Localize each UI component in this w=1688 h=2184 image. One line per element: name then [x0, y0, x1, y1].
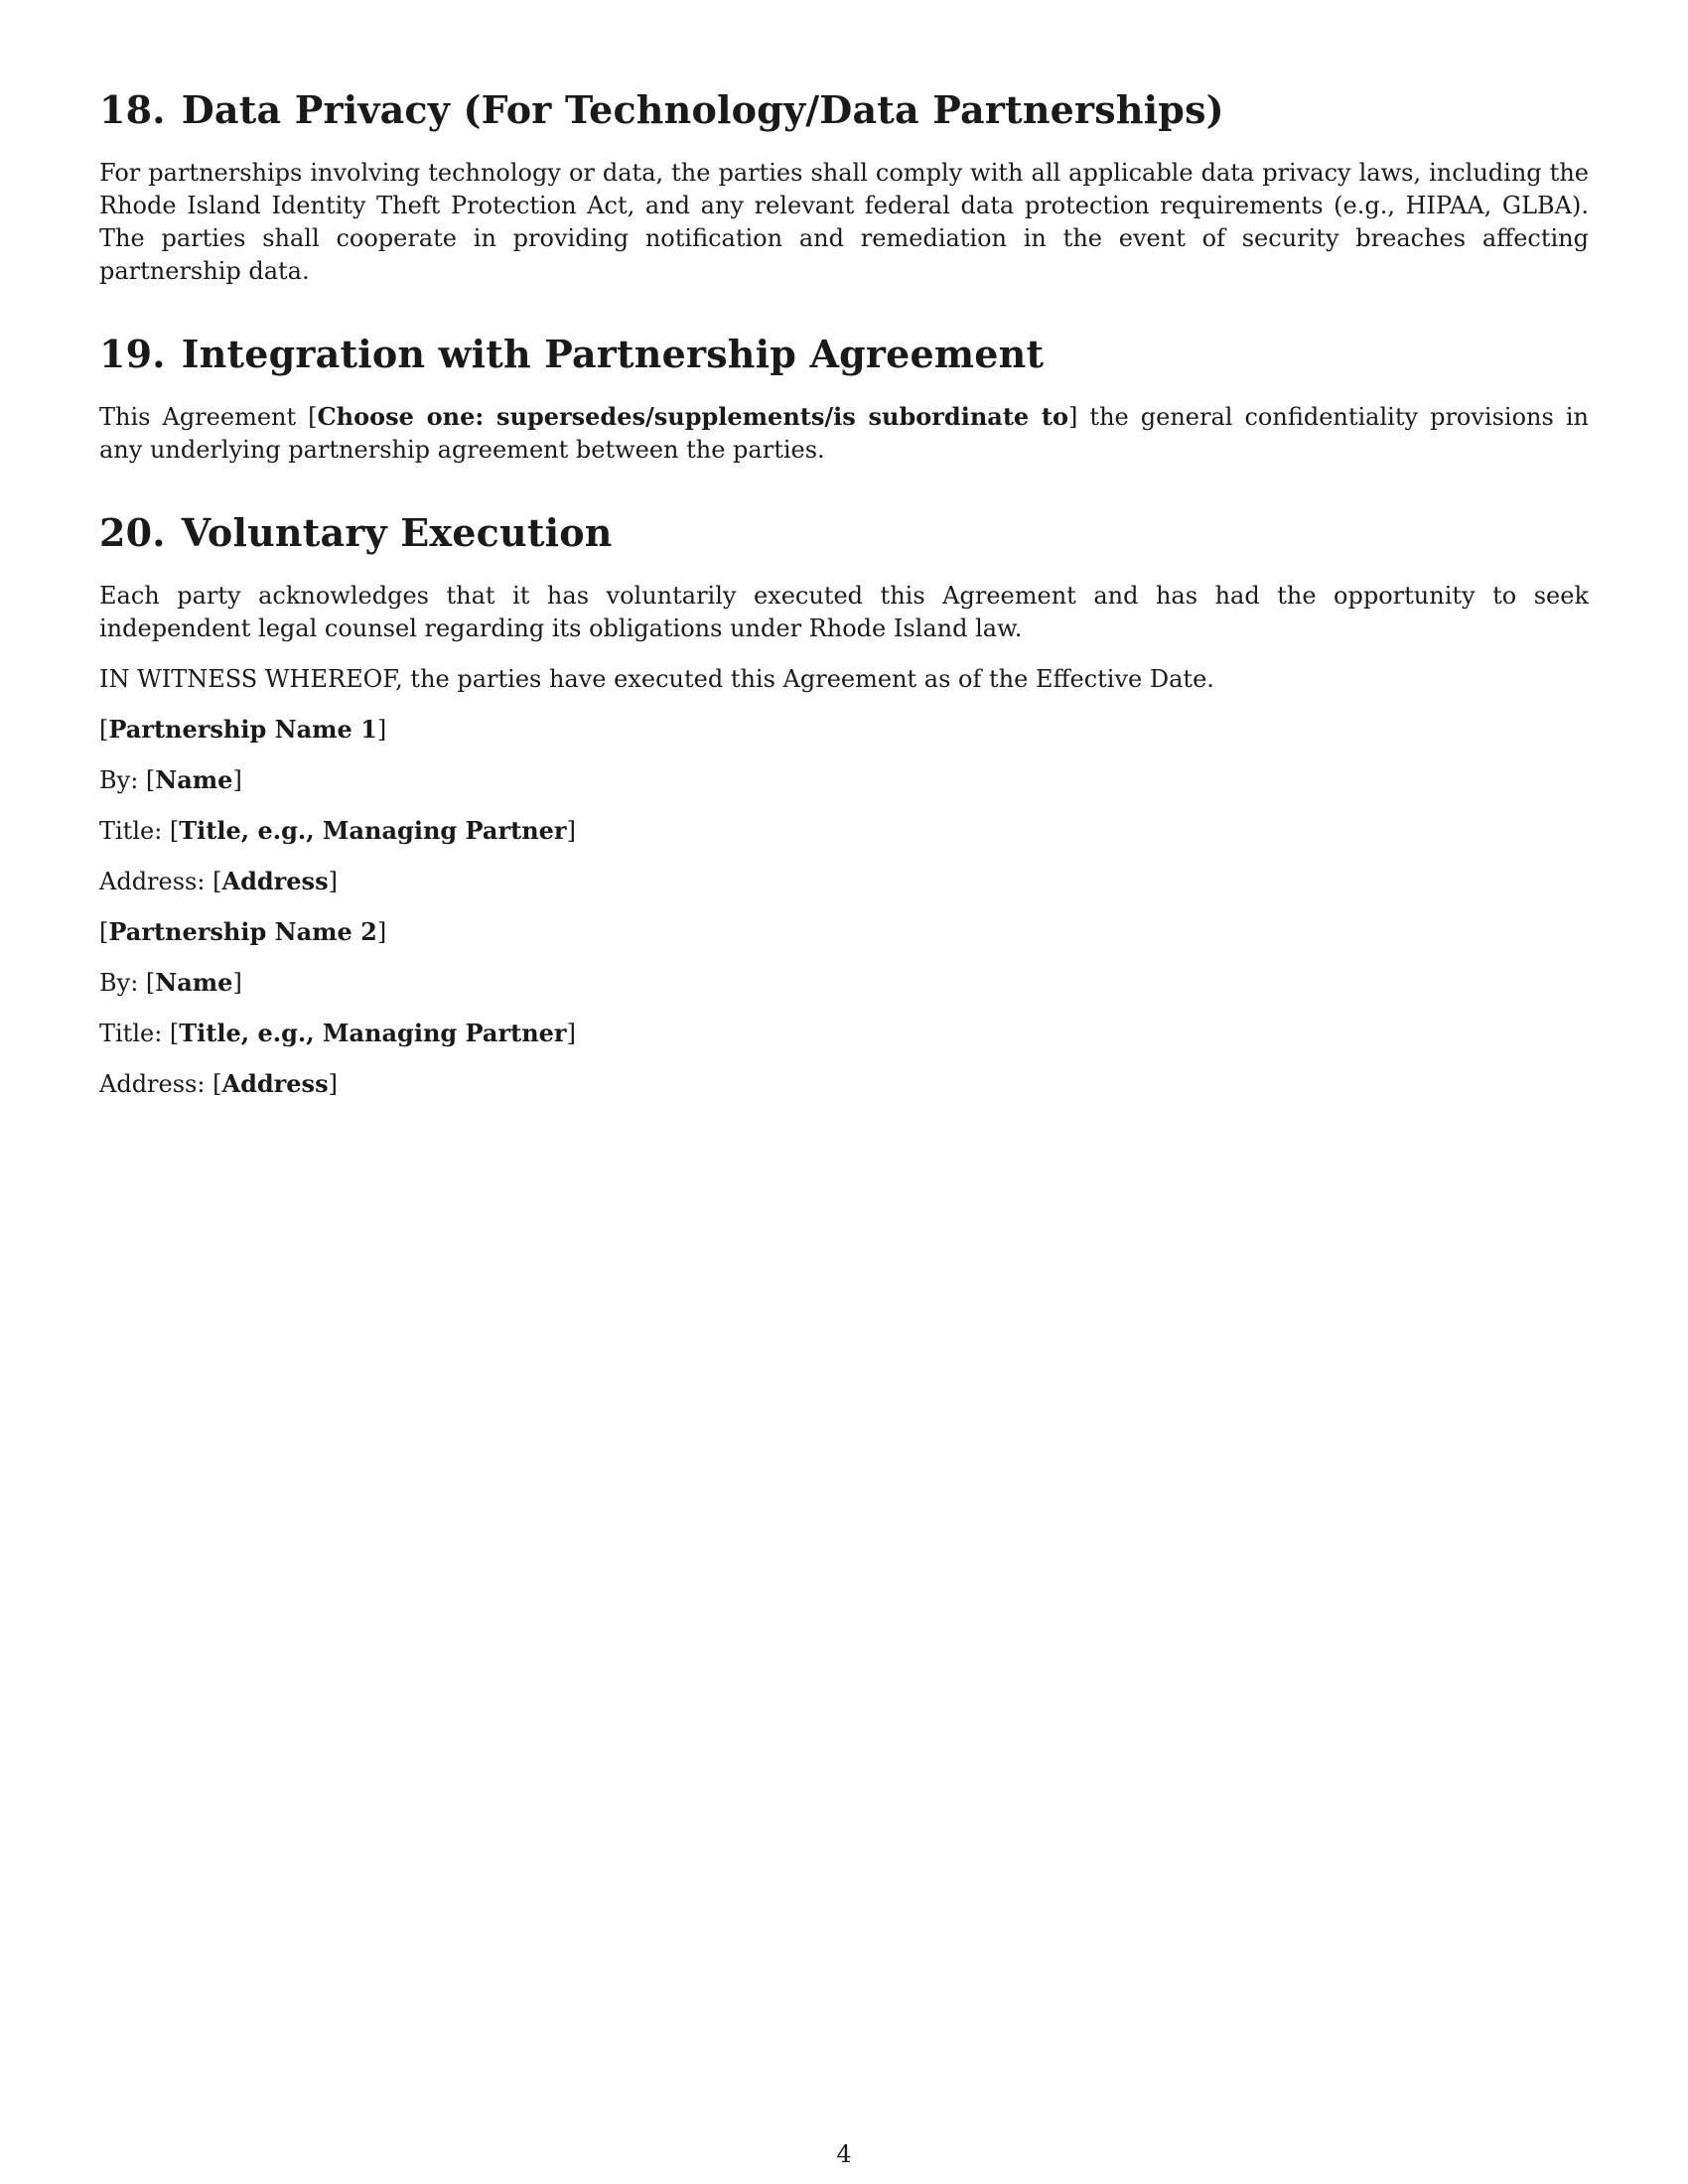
section-heading [99, 332, 1589, 377]
address-line: Address: [Address] [99, 1068, 338, 1098]
section-number: 18. [99, 87, 166, 132]
witness-clause: IN WITNESS WHEREOF, the parties have executed this Agreement as of the Effective Date. [99, 664, 1214, 693]
section-20 [99, 510, 1589, 696]
signature-block-2 [99, 915, 1589, 1101]
party-name-placeholder: Partnership Name 1 [108, 714, 377, 744]
by-label: By: [99, 968, 139, 997]
signer-line: By: [Name] [99, 764, 242, 794]
address-label: Address: [99, 1069, 206, 1098]
section-title: Integration with Partnership Agreement [181, 331, 1045, 376]
title-label: Title: [99, 816, 163, 845]
section-paragraph: For partnerships involving technology or data, the parties shall comply with all applicable data privacy laws, including the Rhode Island Identity Theft Protection Act, and any relevant federal data protection requirements (e.g., HIPAA, GLBA). The parties shall cooperate in providing notification and remediation in the event of security breaches affecting partnership data. [99, 158, 1589, 285]
name-placeholder: Name [155, 967, 233, 997]
page-number: 4 [836, 2140, 852, 2168]
section-18 [99, 87, 1589, 288]
section-title: Data Privacy (For Technology/Data Partnerships) [181, 87, 1224, 132]
title-label: Title: [99, 1019, 163, 1047]
placeholder-choice: Choose one: supersedes/supplements/is subordinate to [317, 402, 1069, 432]
party-name: [Partnership Name 1] [99, 714, 387, 744]
party-name-placeholder: Partnership Name 2 [108, 916, 377, 946]
name-placeholder: Name [155, 764, 233, 794]
document-page [99, 87, 1589, 1118]
address-label: Address: [99, 867, 206, 895]
title-line: Title: [Title, e.g., Managing Partner] [99, 815, 576, 845]
paragraph-text: ] the general confidentiality provisions in any underlying partnership agreement between the parties. [99, 403, 1589, 465]
by-label: By: [99, 765, 139, 794]
section-number: 20. [99, 510, 166, 556]
section-number: 19. [99, 331, 166, 376]
address-placeholder: Address [221, 866, 329, 895]
section-heading [99, 510, 1589, 556]
section-paragraph [99, 400, 1589, 467]
section-title: Voluntary Execution [181, 510, 613, 556]
section-19 [99, 332, 1589, 468]
address-line: Address: [Address] [99, 866, 338, 895]
signer-line: By: [Name] [99, 967, 242, 997]
paragraph-text: This Agreement [ [99, 403, 318, 432]
title-placeholder: Title, e.g., Managing Partner [179, 1018, 567, 1047]
address-placeholder: Address [221, 1068, 329, 1098]
title-placeholder: Title, e.g., Managing Partner [179, 815, 567, 845]
signature-block-1 [99, 713, 1589, 898]
party-name: [Partnership Name 2] [99, 916, 387, 946]
title-line: Title: [Title, e.g., Managing Partner] [99, 1018, 576, 1047]
section-paragraph: Each party acknowledges that it has voluntarily executed this Agreement and has had the opportunity to seek independent legal counsel regarding its obligations under Rhode Island law. [99, 581, 1589, 642]
section-heading [99, 87, 1589, 133]
